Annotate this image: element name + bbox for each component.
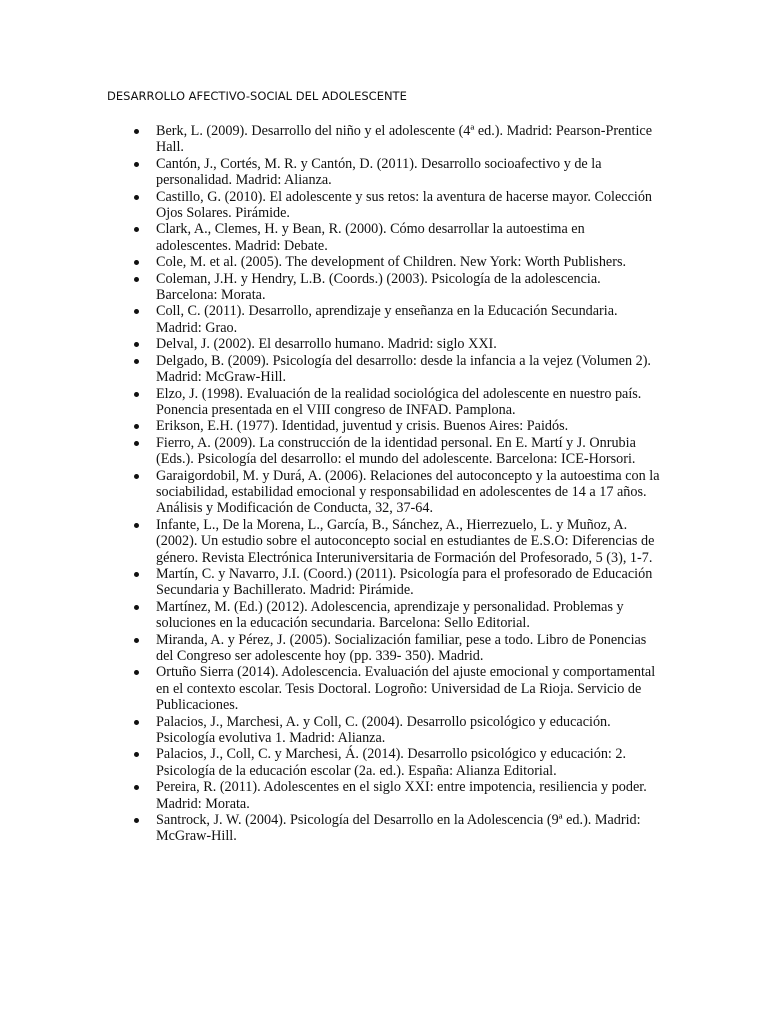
reference-item: Infante, L., De la Morena, L., García, B., Sánchez, A., Hierrezuelo, L. y Muñoz, A. (2002). Un estudio sobre el autoconcepto social en estudiantes de E.S.O: Diferencias de género. Revista Electrónica Interuniversitaria de Formación del Profesorado, 5 (3), 1-7.: [156, 517, 661, 566]
reference-item: Pereira, R. (2011). Adolescentes en el siglo XXI: entre impotencia, resiliencia y poder. Madrid: Morata.: [156, 779, 661, 812]
reference-item: Cole, M. et al. (2005). The development of Children. New York: Worth Publishers.: [156, 254, 661, 270]
reference-item: Palacios, J., Marchesi, A. y Coll, C. (2004). Desarrollo psicológico y educación. Psicología evolutiva 1. Madrid: Alianza.: [156, 714, 661, 747]
reference-item: Cantón, J., Cortés, M. R. y Cantón, D. (2011). Desarrollo socioafectivo y de la personalidad. Madrid: Alianza.: [156, 156, 661, 189]
reference-item: Coll, C. (2011). Desarrollo, aprendizaje y enseñanza en la Educación Secundaria. Madrid: Grao.: [156, 303, 661, 336]
reference-item: Garaigordobil, M. y Durá, A. (2006). Relaciones del autoconcepto y la autoestima con la sociabilidad, estabilidad emocional y responsabilidad en adolescentes de 14 a 17 años. Análisis y Modificación de Conducta, 32, 37-64.: [156, 467, 660, 517]
reference-item: Castillo, G. (2010). El adolescente y sus retos: la aventura de hacerse mayor. Colección Ojos Solares. Pirámide.: [156, 189, 661, 222]
reference-item: Martínez, M. (Ed.) (2012). Adolescencia, aprendizaje y personalidad. Problemas y soluciones en la educación secundaria. Barcelona: Sello Editorial.: [156, 599, 661, 632]
reference-item: Santrock, J. W. (2004). Psicología del Desarrollo en la Adolescencia (9ª ed.). Madrid: McGraw-Hill.: [156, 812, 661, 845]
reference-item: Ortuño Sierra (2014). Adolescencia. Evaluación del ajuste emocional y comportamental en el contexto escolar. Tesis Doctoral. Logroño: Universidad de La Rioja. Servicio de Publicaciones.: [156, 664, 661, 713]
reference-item: Erikson, E.H. (1977). Identidad, juventud y crisis. Buenos Aires: Paidós.: [156, 418, 661, 434]
reference-item: Miranda, A. y Pérez, J. (2005). Socialización familiar, pese a todo. Libro de Ponencias del Congreso ser adolescente hoy (pp. 339- 350). Madrid.: [156, 632, 661, 665]
reference-item: Elzo, J. (1998). Evaluación de la realidad sociológica del adolescente en nuestro país. Ponencia presentada en el VIII congreso de INFAD. Pamplona.: [156, 386, 661, 419]
document-title: DESARROLLO AFECTIVO-SOCIAL DEL ADOLESCENTE: [107, 89, 407, 103]
reference-item: Coleman, J.H. y Hendry, L.B. (Coords.) (2003). Psicología de la adolescencia. Barcelona: Morata.: [156, 271, 661, 304]
reference-item: Martín, C. y Navarro, J.I. (Coord.) (2011). Psicología para el profesorado de Educación Secundaria y Bachillerato. Madrid: Pirámide.: [156, 566, 661, 599]
reference-item: Delval, J. (2002). El desarrollo humano. Madrid: siglo XXI.: [156, 336, 661, 352]
reference-list: [156, 123, 661, 845]
reference-item: Berk, L. (2009). Desarrollo del niño y el adolescente (4ª ed.). Madrid: Pearson-Prentice Hall.: [156, 123, 661, 156]
reference-item: Delgado, B. (2009). Psicología del desarrollo: desde la infancia a la vejez (Volumen 2). Madrid: McGraw-Hill.: [156, 353, 661, 386]
reference-item: Fierro, A. (2009). La construcción de la identidad personal. En E. Martí y J. Onrubia (Eds.). Psicología del desarrollo: el mundo del adolescente. Barcelona: ICE-Horsori.: [156, 435, 661, 468]
reference-item: Clark, A., Clemes, H. y Bean, R. (2000). Cómo desarrollar la autoestima en adolescentes. Madrid: Debate.: [156, 221, 661, 254]
reference-item: Palacios, J., Coll, C. y Marchesi, Á. (2014). Desarrollo psicológico y educación: 2. Psicología de la educación escolar (2a. ed.). España: Alianza Editorial.: [156, 746, 661, 779]
